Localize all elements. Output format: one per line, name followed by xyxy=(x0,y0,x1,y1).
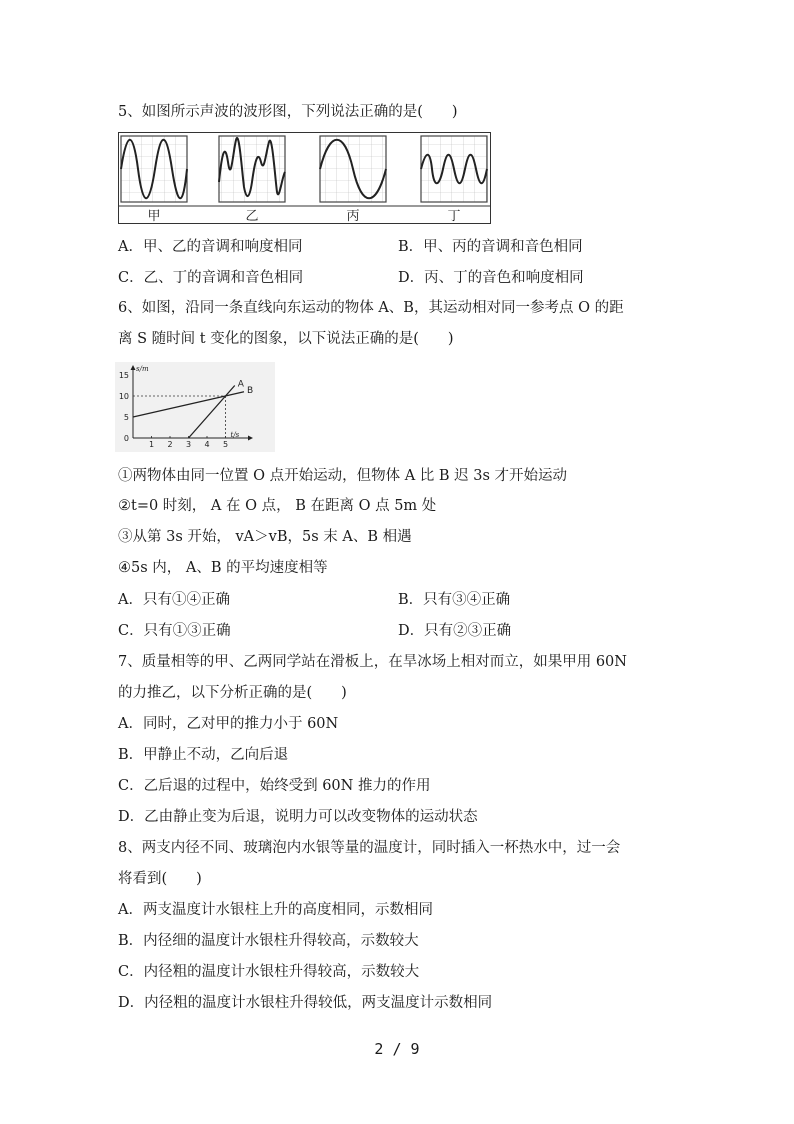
x-tick-label-3: 3 xyxy=(185,440,192,449)
q6-st-graph xyxy=(115,362,275,452)
wave-panel-ding xyxy=(421,136,487,202)
series-label-A: A xyxy=(237,379,244,390)
y-tick-label-5: 5 xyxy=(123,413,129,422)
x-tick-label-5: 5 xyxy=(222,440,229,449)
wave-panel-bing xyxy=(320,136,386,202)
q6-statement-3: ③从第 3s 开始， vA＞vB，5s 末 A、B 相遇 xyxy=(118,529,412,545)
q7-option-c: C．乙后退的过程中，始终受到 60N 推力的作用 xyxy=(118,778,431,794)
q7-option-a: A．同时，乙对甲的推力小于 60N xyxy=(118,716,339,732)
q7-option-d: D．乙由静止变为后退，说明力可以改变物体的运动状态 xyxy=(118,809,478,825)
page-number: 2 / 9 xyxy=(374,1040,420,1058)
q8-stem-line2: 将看到( ) xyxy=(118,871,202,887)
q5-option-c: C．乙、丁的音调和音色相同 xyxy=(118,270,304,286)
wave-panel-yi xyxy=(219,136,285,202)
q6-statement-1: ①两物体由同一位置 O 点开始运动，但物体 A 比 B 迟 3s 才开始运动 xyxy=(118,468,568,484)
q8-option-a: A．两支温度计水银柱上升的高度相同，示数相同 xyxy=(118,902,433,918)
wave-label-bing: 丙 xyxy=(346,209,360,224)
q6-stem-line2: 离 S 随时间 t 变化的图象，以下说法正确的是( ) xyxy=(118,331,454,347)
q5-waveform-figure xyxy=(118,132,491,224)
q6-option-b: B．只有③④正确 xyxy=(398,592,511,608)
q5-option-a: A．甲、乙的音调和响度相同 xyxy=(118,239,303,255)
x-tick-label-4: 4 xyxy=(204,440,210,449)
q6-stem-line1: 6、如图，沿同一条直线向东运动的物体 A、B，其运动相对同一参考点 O 的距 xyxy=(118,300,624,316)
wave-label-ding: 丁 xyxy=(447,209,461,224)
wave-panel-jia xyxy=(121,136,187,202)
y-tick-label-10: 10 xyxy=(118,392,129,401)
q8-option-d: D．内径粗的温度计水银柱升得较低，两支温度计示数相同 xyxy=(118,995,493,1011)
wave-label-yi: 乙 xyxy=(245,209,259,224)
q7-stem-line1: 7、质量相等的甲、乙两同学站在滑板上，在旱冰场上相对而立，如果甲用 60N xyxy=(118,654,627,670)
q6-option-c: C．只有①③正确 xyxy=(118,623,231,639)
q7-option-b: B．甲静止不动，乙向后退 xyxy=(118,747,289,763)
x-axis-label: t/s xyxy=(230,431,240,439)
q6-statement-2: ②t=0 时刻， A 在 O 点， B 在距离 O 点 5m 处 xyxy=(118,498,437,514)
q5-stem: 5、如图所示声波的波形图，下列说法正确的是( ) xyxy=(118,104,458,120)
x-tick-label-2: 2 xyxy=(167,440,173,449)
q6-statement-4: ④5s 内， A、B 的平均速度相等 xyxy=(118,560,328,576)
y-tick-label-15: 15 xyxy=(118,371,129,380)
q8-stem-line1: 8、两支内径不同、玻璃泡内水银等量的温度计，同时插入一杯热水中，过一会 xyxy=(118,840,621,856)
q5-option-b: B．甲、丙的音调和音色相同 xyxy=(398,239,583,255)
x-tick-label-1: 1 xyxy=(148,440,155,449)
q8-option-c: C．内径粗的温度计水银柱升得较高，示数较大 xyxy=(118,964,420,980)
y-axis-label: s/m xyxy=(136,365,149,373)
series-label-B: B xyxy=(247,385,254,396)
wave-label-jia: 甲 xyxy=(147,209,161,224)
q7-stem-line2: 的力推乙，以下分析正确的是( ) xyxy=(118,685,347,701)
q5-option-d: D．丙、丁的音色和响度相同 xyxy=(398,270,584,286)
y-tick-label-0: 0 xyxy=(123,434,129,443)
q8-option-b: B．内径细的温度计水银柱升得较高，示数较大 xyxy=(118,933,419,949)
q6-option-a: A．只有①④正确 xyxy=(118,592,230,608)
q6-option-d: D．只有②③正确 xyxy=(398,623,512,639)
